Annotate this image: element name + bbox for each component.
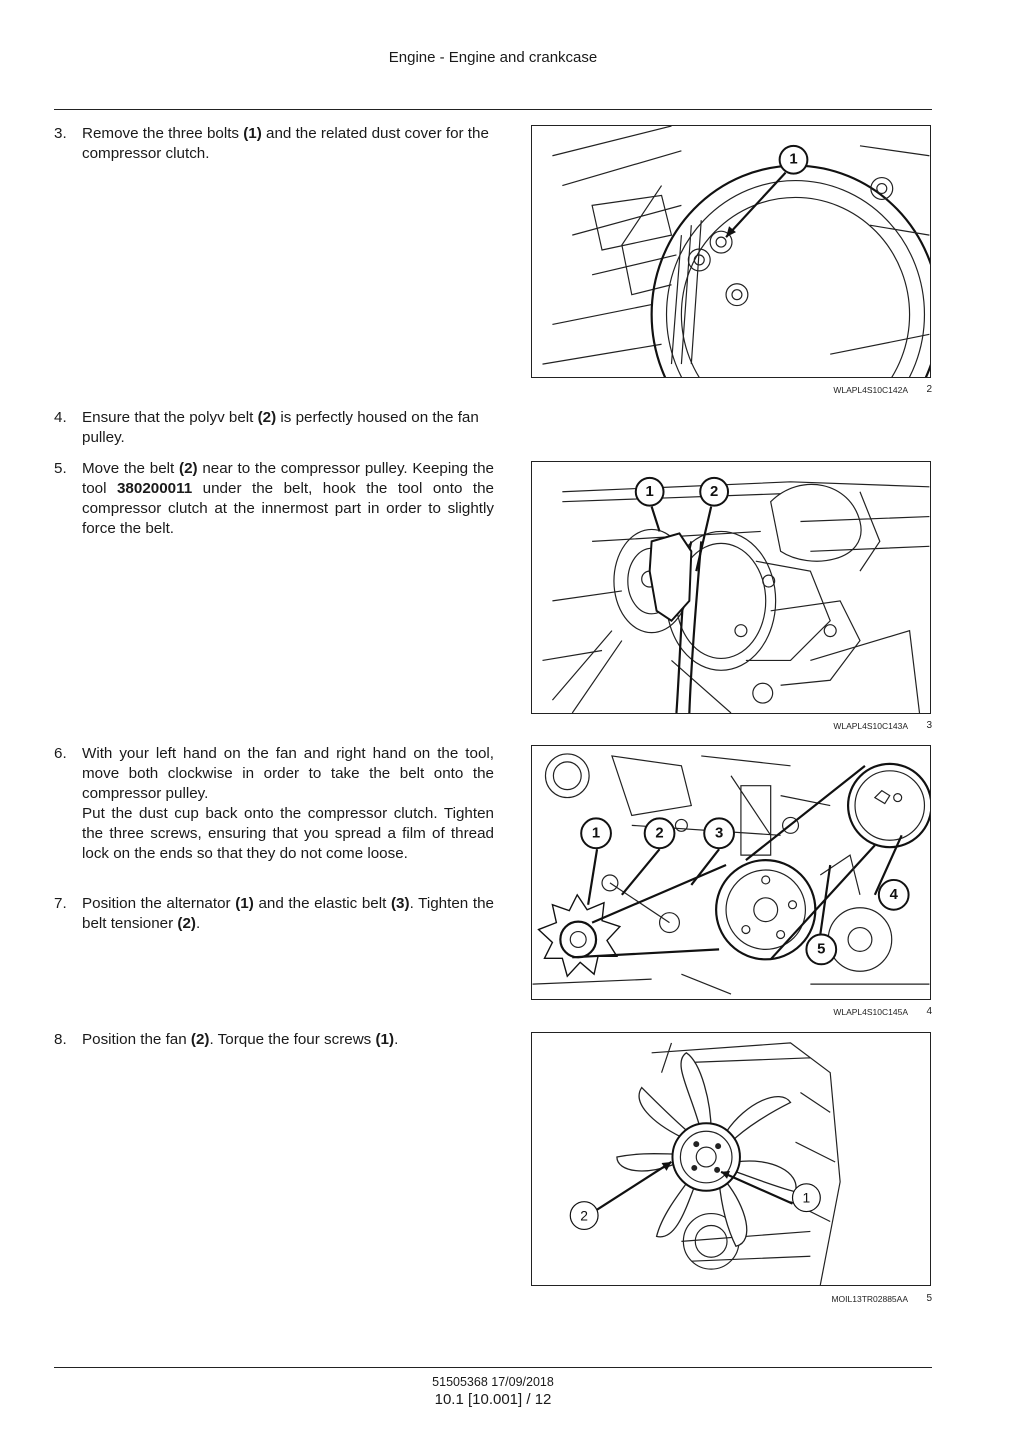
- step-7: [54, 894, 494, 934]
- svg-text:4: 4: [889, 886, 898, 903]
- callout-1: [780, 146, 808, 174]
- figure-tool-on-compressor: [531, 461, 931, 714]
- step-text-run: near to the compressor pulley. Keeping the tool: [82, 460, 494, 497]
- step-reference: (2): [179, 460, 198, 477]
- callout-2: [570, 1202, 598, 1230]
- svg-text:1: 1: [802, 1189, 811, 1206]
- step-8: [54, 1030, 494, 1050]
- step-text-run: Remove the three bolts: [82, 125, 244, 142]
- step-text: [82, 1030, 494, 1050]
- step-reference: (1): [243, 125, 262, 142]
- callout-2: [700, 478, 728, 506]
- step-reference: (3): [391, 895, 410, 912]
- step-reference: (2): [257, 409, 277, 426]
- figure-compressor-clutch-bolts: [531, 125, 931, 378]
- step-text-run: . Torque the four screws: [209, 1031, 376, 1048]
- figure-code: WLAPL4S10C142A: [833, 385, 908, 395]
- callout-2: [645, 818, 675, 848]
- step-number: 5.: [54, 460, 67, 477]
- tool-380200011: [650, 533, 692, 620]
- svg-text:1: 1: [789, 151, 798, 168]
- step-reference: (2): [190, 1031, 210, 1048]
- callout-4: [879, 880, 909, 910]
- figure-number: 2: [926, 384, 932, 395]
- step-4: [54, 408, 494, 448]
- alternator-belt-drawing: [532, 746, 930, 999]
- step-text-run: Ensure that the polyv belt: [82, 409, 258, 426]
- step-reference: (2): [177, 915, 196, 932]
- step-text-run: .: [195, 915, 201, 932]
- step-text-run: Put the dust cup back onto the compressor clutch. Tighten the three screws, ensuring that you spread a film of thread lock on the ends so that they do not come loose.: [82, 805, 494, 862]
- bolt-bottom: [726, 284, 748, 306]
- figure-fan-installation: [531, 1032, 931, 1286]
- alternator-pulley: [539, 895, 620, 976]
- step-reference: 380200011: [116, 480, 193, 497]
- callout-1: [793, 1184, 821, 1212]
- fan-hub: [672, 1123, 739, 1190]
- footer-rule: [54, 1367, 932, 1368]
- figure-number: 5: [926, 1293, 932, 1304]
- step-text-run: Move the belt: [82, 460, 180, 477]
- figure-number: 4: [926, 1006, 932, 1017]
- step-number: 4.: [54, 409, 67, 426]
- callout-1: [581, 818, 611, 848]
- step-text-run: .: [394, 1031, 399, 1048]
- step-text-run: under the belt, hook the tool onto the compressor clutch at the innermost part in order to slightly force the belt.: [82, 480, 494, 537]
- figure-alternator-belt: [531, 745, 931, 1000]
- step-text-run: is perfectly housed on the fan pulley.: [82, 409, 479, 446]
- water-pump-pulley: [716, 860, 815, 959]
- step-number: 8.: [54, 1031, 67, 1048]
- step-5: [54, 459, 494, 539]
- callout-3: [704, 818, 734, 848]
- page-header: Engine - Engine and crankcase: [388, 49, 598, 66]
- step-number: 7.: [54, 895, 67, 912]
- figure-code: MOIL13TR02885AA: [831, 1294, 908, 1304]
- step-text-run: With your left hand on the fan and right hand on the tool, move both clockwise in order to take the belt onto the compressor pulley.: [82, 745, 494, 802]
- step-text-run: Position the fan: [82, 1031, 191, 1048]
- tool-compressor-drawing: [532, 462, 930, 713]
- svg-text:2: 2: [655, 825, 664, 842]
- step-text: [82, 408, 494, 448]
- step-text: [82, 894, 494, 934]
- compressor-pulley: [848, 764, 930, 847]
- page-number: 10.1 [10.001] / 12: [434, 1391, 552, 1408]
- compressor-clutch-drawing: [532, 126, 930, 377]
- step-text-run: . Tighten the belt tensioner: [82, 895, 494, 932]
- step-text: [82, 124, 494, 164]
- svg-text:1: 1: [591, 825, 601, 842]
- step-number: 6.: [54, 745, 67, 762]
- svg-text:2: 2: [580, 1207, 589, 1224]
- document-id: 51505368 17/09/2018: [432, 1375, 554, 1389]
- step-text-run: and the elastic belt: [253, 895, 391, 912]
- step-6: [54, 744, 494, 864]
- callout-1: [636, 478, 664, 506]
- fan-installation-drawing: [532, 1033, 930, 1285]
- step-text: [82, 459, 494, 539]
- svg-text:5: 5: [817, 941, 826, 958]
- step-reference: (1): [375, 1031, 395, 1048]
- figure-number: 3: [926, 720, 932, 731]
- step-text: [82, 744, 494, 864]
- step-text-run: and the related dust cover for the compressor clutch.: [82, 125, 489, 162]
- step-3: [54, 124, 494, 164]
- svg-text:3: 3: [714, 825, 724, 842]
- step-text-run: Position the alternator: [82, 895, 236, 912]
- svg-text:1: 1: [645, 483, 654, 500]
- step-reference: (1): [235, 895, 254, 912]
- header-rule: [54, 109, 932, 110]
- svg-text:2: 2: [709, 483, 719, 500]
- figure-code: WLAPL4S10C143A: [833, 721, 908, 731]
- step-number: 3.: [54, 125, 67, 142]
- callout-5: [806, 935, 836, 965]
- figure-code: WLAPL4S10C145A: [833, 1007, 908, 1017]
